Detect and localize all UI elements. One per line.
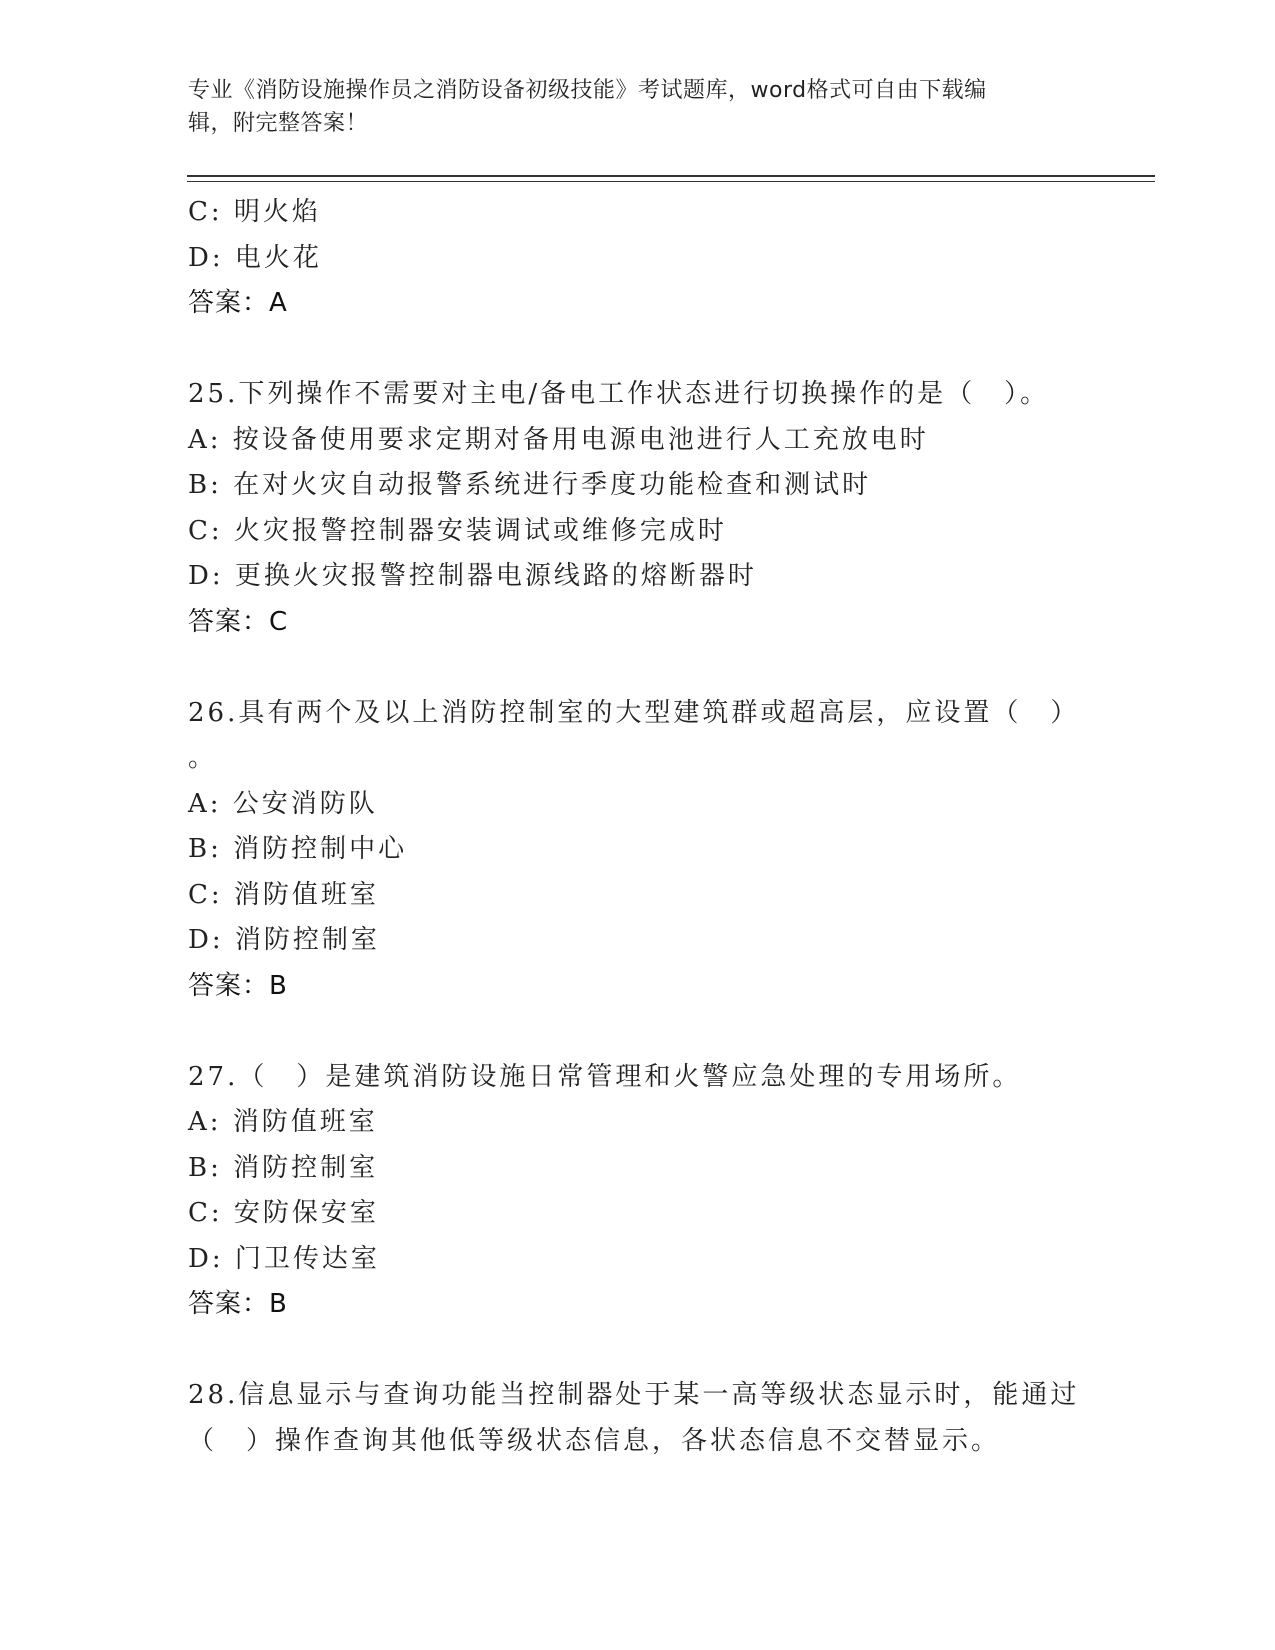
question-25 [188,372,1088,645]
question-stem: 28.信息显示与查询功能当控制器处于某一高等级状态显示时，能通过 [188,1380,1080,1410]
option-a: A: 消防值班室 [188,1107,378,1137]
question-24 [188,190,1088,327]
question-stem: 26.具有两个及以上消防控制室的大型建筑群或超高层，应设置（ ） [188,697,1080,728]
option-d: D: 消防控制室 [188,925,380,955]
option-d: D: 电火花 [188,242,322,273]
header-divider-thick [187,175,1155,177]
header-line-2: 辑，附完整答案！ [188,111,369,136]
option-b: B: 消防控制室 [188,1152,379,1183]
option-d: D: 门卫传达室 [188,1243,380,1274]
option-b: B: 消防控制中心 [188,834,408,864]
question-26 [188,691,1088,1010]
option-c: C: 安防保安室 [188,1198,379,1228]
answer-line: 答案：C [188,606,289,637]
header-line-1: 专业《消防设施操作员之消防设备初级技能》考试题库，word格式可自由下载编 [188,78,987,103]
question-28 [188,1373,1088,1464]
option-c: C: 火灾报警控制器安装调试或维修完成时 [188,515,727,546]
option-c: C: 消防值班室 [188,879,379,910]
answer-line: 答案：B [188,970,288,1001]
spacer [188,1009,1088,1055]
question-list [188,190,1088,1464]
question-stem-continued: 。 [188,743,218,773]
spacer [188,327,1088,373]
question-stem-continued: （ ）操作查询其他低等级状态信息，各状态信息不交替显示。 [188,1425,1001,1456]
option-a: A: 按设备使用要求定期对备用电源电池进行人工充放电时 [188,424,929,455]
option-c: C: 明火焰 [188,197,321,227]
spacer [188,645,1088,691]
page-header [188,74,1088,140]
option-a: A: 公安消防队 [188,788,378,819]
option-b: B: 在对火灾自动报警系统进行季度功能检查和测试时 [188,470,872,500]
spacer [188,1328,1088,1374]
answer-line: 答案：A [188,288,288,318]
question-stem: 27.（ ）是建筑消防设施日常管理和火警应急处理的专用场所。 [188,1061,1022,1092]
answer-line: 答案：B [188,1289,288,1319]
question-27 [188,1055,1088,1328]
header-divider-thin [187,181,1155,182]
question-stem: 25.下列操作不需要对主电/备电工作状态进行切换操作的是（ ）。 [188,379,1050,409]
option-d: D: 更换火灾报警控制器电源线路的熔断器时 [188,561,757,591]
